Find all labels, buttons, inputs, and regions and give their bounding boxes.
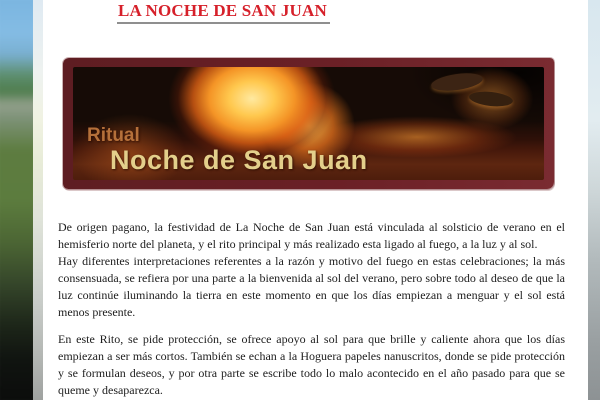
banner-caption-ritual: Ritual xyxy=(87,124,140,146)
page-title: LA NOCHE DE SAN JUAN xyxy=(117,1,330,24)
stone-shape xyxy=(430,70,484,93)
stone-shape xyxy=(468,90,513,109)
page-edge-frost-strip xyxy=(33,0,43,400)
bonfire-banner xyxy=(63,58,554,189)
article-body xyxy=(58,219,565,399)
article-paragraph-3: En este Rito, se pide protección, se ofrece apoyo al sol para que brille y caliente ahora que los días empiezan a ser más cortos. También se echan a la Hoguera papeles nanuscritos, donde se pide protección y se formulan deseos, y por otra parte se escribe todo lo malo acontecido en el año pasado para que se queme y desaparezca. xyxy=(58,332,565,397)
bonfire-photo xyxy=(73,67,544,180)
blurred-landscape-photo xyxy=(0,0,33,400)
background-strip-right xyxy=(588,0,600,400)
background-landscape-left xyxy=(0,0,33,400)
banner-caption xyxy=(87,126,368,174)
content-page xyxy=(43,0,588,400)
article-paragraph-2: Hay diferentes interpretaciones referentes a la razón y motivo del fuego en estas celebraciones; la más consensuada, se refiera por una parte a la bienvenida al sol del verano, pero sobre todo al deseo de que la luz continúe iluminando la tierra en este momento en que los días empiezan a menguar y el sol está menos presente. xyxy=(58,254,565,319)
article-paragraph-1: De origen pagano, la festividad de La Noche de San Juan está vinculada al solsticio de verano en el hemisferio norte del planeta, y el rito principal y más realizado esta ligado al fuego, a la luz y al sol. xyxy=(58,220,565,251)
banner-caption-title: Noche de San Juan xyxy=(110,144,368,175)
